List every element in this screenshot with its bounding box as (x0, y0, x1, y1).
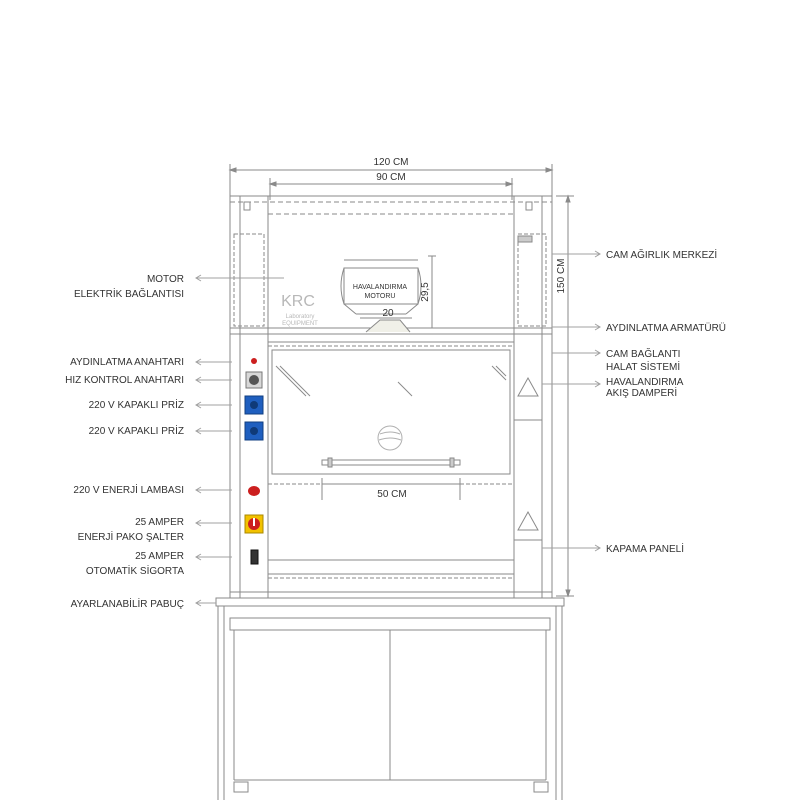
sash-logo-icon (378, 426, 402, 450)
label-motor-connection-2: ELEKTRİK BAĞLANTISI (73, 289, 184, 300)
dimension-height (556, 196, 574, 596)
motor-width-label: 20 (382, 308, 394, 319)
label-breaker: 25 AMPER (135, 551, 184, 562)
label-main-switch-2: ENERJİ PAKO ŞALTER (77, 532, 184, 543)
label-lighting-switch: AYDINLATMA ANAHTARI (70, 357, 184, 368)
lighting-switch-indicator (251, 358, 257, 364)
label-feet: AYARLANABİLİR PABUÇ (70, 599, 184, 610)
main-switch (245, 515, 263, 533)
logo-brand: KRC (281, 293, 315, 310)
warning-triangle-icon (518, 378, 538, 530)
label-socket-1: 220 V KAPAKLI PRİZ (88, 400, 184, 411)
logo-line2: EQUIPMENT (282, 321, 318, 327)
upper-cabinet (230, 196, 552, 598)
circuit-breaker (251, 550, 258, 564)
socket-2 (245, 422, 263, 440)
label-damper-2: AKIŞ DAMPERİ (606, 388, 678, 399)
handle-width-label: 50 CM (377, 489, 407, 500)
socket-1 (245, 396, 263, 414)
label-closing-panel: KAPAMA PANELİ (606, 544, 684, 555)
label-rope-system-2: HALAT SİSTEMİ (606, 362, 681, 373)
energy-lamp (248, 486, 260, 496)
label-breaker-2: OTOMATİK SİGORTA (85, 566, 184, 577)
label-socket-2: 220 V KAPAKLI PRİZ (88, 426, 184, 437)
leader-lines-right (542, 254, 600, 548)
speed-control-switch (246, 372, 262, 388)
outer-width-label: 120 CM (373, 157, 409, 168)
label-main-switch: 25 AMPER (135, 517, 184, 528)
height-label: 150 CM (556, 258, 567, 294)
label-damper: HAVALANDIRMA (606, 377, 684, 388)
label-energy-lamp: 220 V ENERJİ LAMBASI (73, 485, 184, 496)
base-cabinet (216, 598, 564, 800)
motor-label-line2: MOTORU (364, 293, 396, 300)
label-lighting-fixture: AYDINLATMA ARMATÜRÜ (606, 323, 727, 334)
label-rope-system: CAM BAĞLANTI (606, 349, 681, 360)
label-speed-control: HIZ KONTROL ANAHTARI (65, 375, 184, 386)
label-glass-weight: CAM AĞIRLIK MERKEZİ (606, 250, 718, 261)
motor-height-label: 29,5 (420, 282, 431, 302)
inner-width-label: 90 CM (376, 172, 406, 183)
label-motor-connection: MOTOR (146, 274, 184, 285)
motor-label-line1: HAVALANDIRMA (352, 284, 408, 291)
logo-line1: Laboratory (285, 314, 315, 320)
